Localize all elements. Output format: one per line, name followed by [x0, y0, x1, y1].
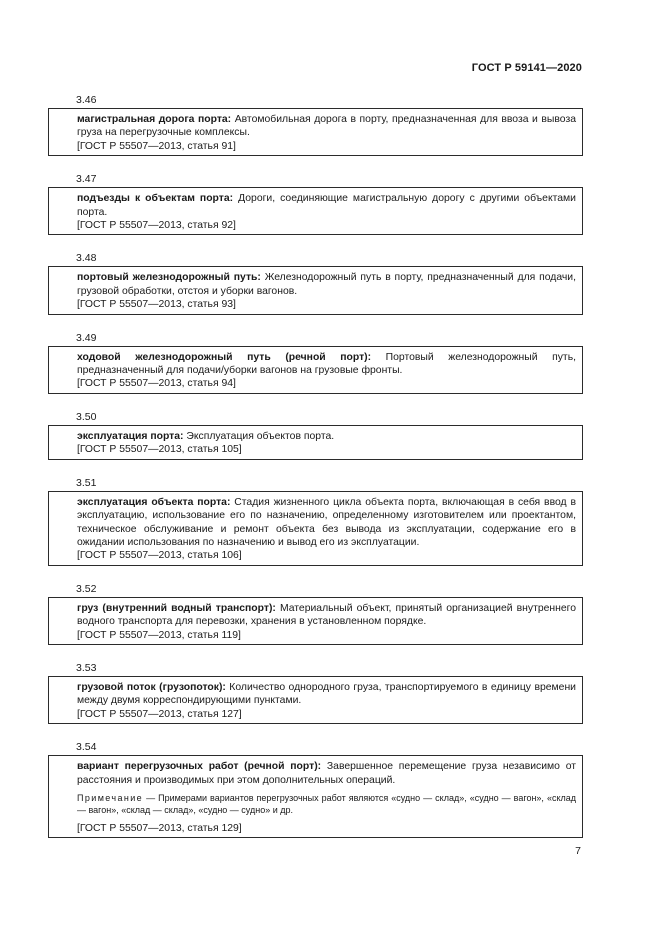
entry-number: 3.50 — [76, 410, 97, 423]
definition-box — [48, 346, 583, 394]
definition: Количество однородного груза, транспортируемого в единицу времени между двумя корреспондирующими пунктами. — [77, 681, 576, 707]
term-entry — [48, 330, 583, 394]
definition-box — [48, 597, 583, 645]
definition: Завершенное перемещение груза независимо от расстояния и производимых при этом дополнительных операций. — [77, 761, 577, 786]
reference: [ГОСТ Р 55507—2013, статья 105] — [77, 444, 242, 456]
term-entry — [48, 250, 583, 314]
term: магистральная дорога порта: — [77, 114, 232, 125]
definition: Портовый железнодорожный путь, предназначенный для подачи/уборки вагонов на грузовые фронты. — [77, 351, 576, 377]
document-id: ГОСТ Р 59141—2020 — [471, 62, 582, 74]
entry-number: 3.46 — [76, 94, 97, 106]
note-label: Примечание — [77, 792, 144, 803]
definition: Стадия жизненного цикла объекта порта, включающая в себя ввод в эксплуатацию, использование его по назначению, определенному изготовителем или проектантом, техническое обслуживание и ремонт объекта без вывода из эксплуатации, содержание его в ожидании использования по назначению и вывод его из эксплуатации. — [77, 496, 576, 548]
definition-box — [48, 491, 583, 566]
term: эксплуатация порта: — [77, 430, 184, 442]
term-entry — [48, 660, 583, 724]
reference: [ГОСТ Р 55507—2013, статья 91] — [77, 140, 236, 152]
definition: Автомобильная дорога в порту, предназначенная для ввоза и вывоза груза на перегрузочные комплексы. — [77, 114, 576, 139]
entry-number: 3.49 — [76, 331, 97, 344]
entry-number: 3.53 — [76, 661, 97, 674]
page-number: 7 — [575, 845, 581, 857]
term-entry — [48, 171, 583, 235]
definition-box — [48, 425, 583, 460]
reference: [ГОСТ Р 55507—2013, статья 92] — [77, 220, 236, 232]
entry-number: 3.51 — [76, 476, 97, 489]
reference: [ГОСТ Р 55507—2013, статья 119] — [77, 629, 241, 641]
entry-number: 3.47 — [76, 173, 97, 186]
definition: Дороги, соединяющие магистральную дорогу с другими объектами порта. — [77, 193, 576, 218]
reference: [ГОСТ Р 55507—2013, статья 129] — [77, 822, 242, 834]
entry-number: 3.52 — [76, 582, 97, 595]
reference: [ГОСТ Р 55507—2013, статья 94] — [77, 378, 236, 390]
term-entry — [48, 92, 583, 156]
definition-box — [48, 108, 583, 156]
terms-list — [48, 92, 583, 853]
reference: [ГОСТ Р 55507—2013, статья 127] — [77, 708, 242, 720]
entry-number: 3.48 — [76, 252, 97, 265]
note — [77, 792, 576, 816]
entry-number: 3.54 — [76, 741, 97, 754]
definition: Эксплуатация объектов порта. — [183, 430, 335, 442]
term: ходовой железнодорожный путь (речной порт): — [77, 351, 372, 363]
term: портовый железнодорожный путь: — [77, 272, 261, 284]
reference: [ГОСТ Р 55507—2013, статья 106] — [77, 550, 242, 562]
term: вариант перегрузочных работ (речной порт): — [77, 761, 322, 773]
term-entry — [48, 475, 583, 566]
reference: [ГОСТ Р 55507—2013, статья 93] — [77, 299, 236, 311]
note-text: — Примерами вариантов перегрузочных работ являются «судно — склад», «судно — вагон», «склад — вагон», «склад — склад», «судно — судно» и др. — [77, 792, 576, 815]
definition-box — [48, 755, 583, 838]
term: подъезды к объектам порта: — [77, 193, 234, 205]
term-entry — [48, 581, 583, 645]
term: грузовой поток (грузопоток): — [77, 681, 226, 693]
term: эксплуатация объекта порта: — [77, 496, 231, 508]
definition: Железнодорожный путь в порту, предназначенный для подачи, грузовой обработки, отстоя и уборки вагонов. — [77, 272, 577, 297]
definition: Материальный объект, принятый организацией внутреннего водного транспорта для перевозки, хранения в установленном порядке. — [77, 602, 576, 628]
term: груз (внутренний водный транспорт): — [77, 602, 276, 614]
definition-box — [48, 676, 583, 724]
term-entry — [48, 409, 583, 460]
definition-box — [48, 266, 583, 314]
term-entry — [48, 739, 583, 838]
definition-box — [48, 187, 583, 235]
